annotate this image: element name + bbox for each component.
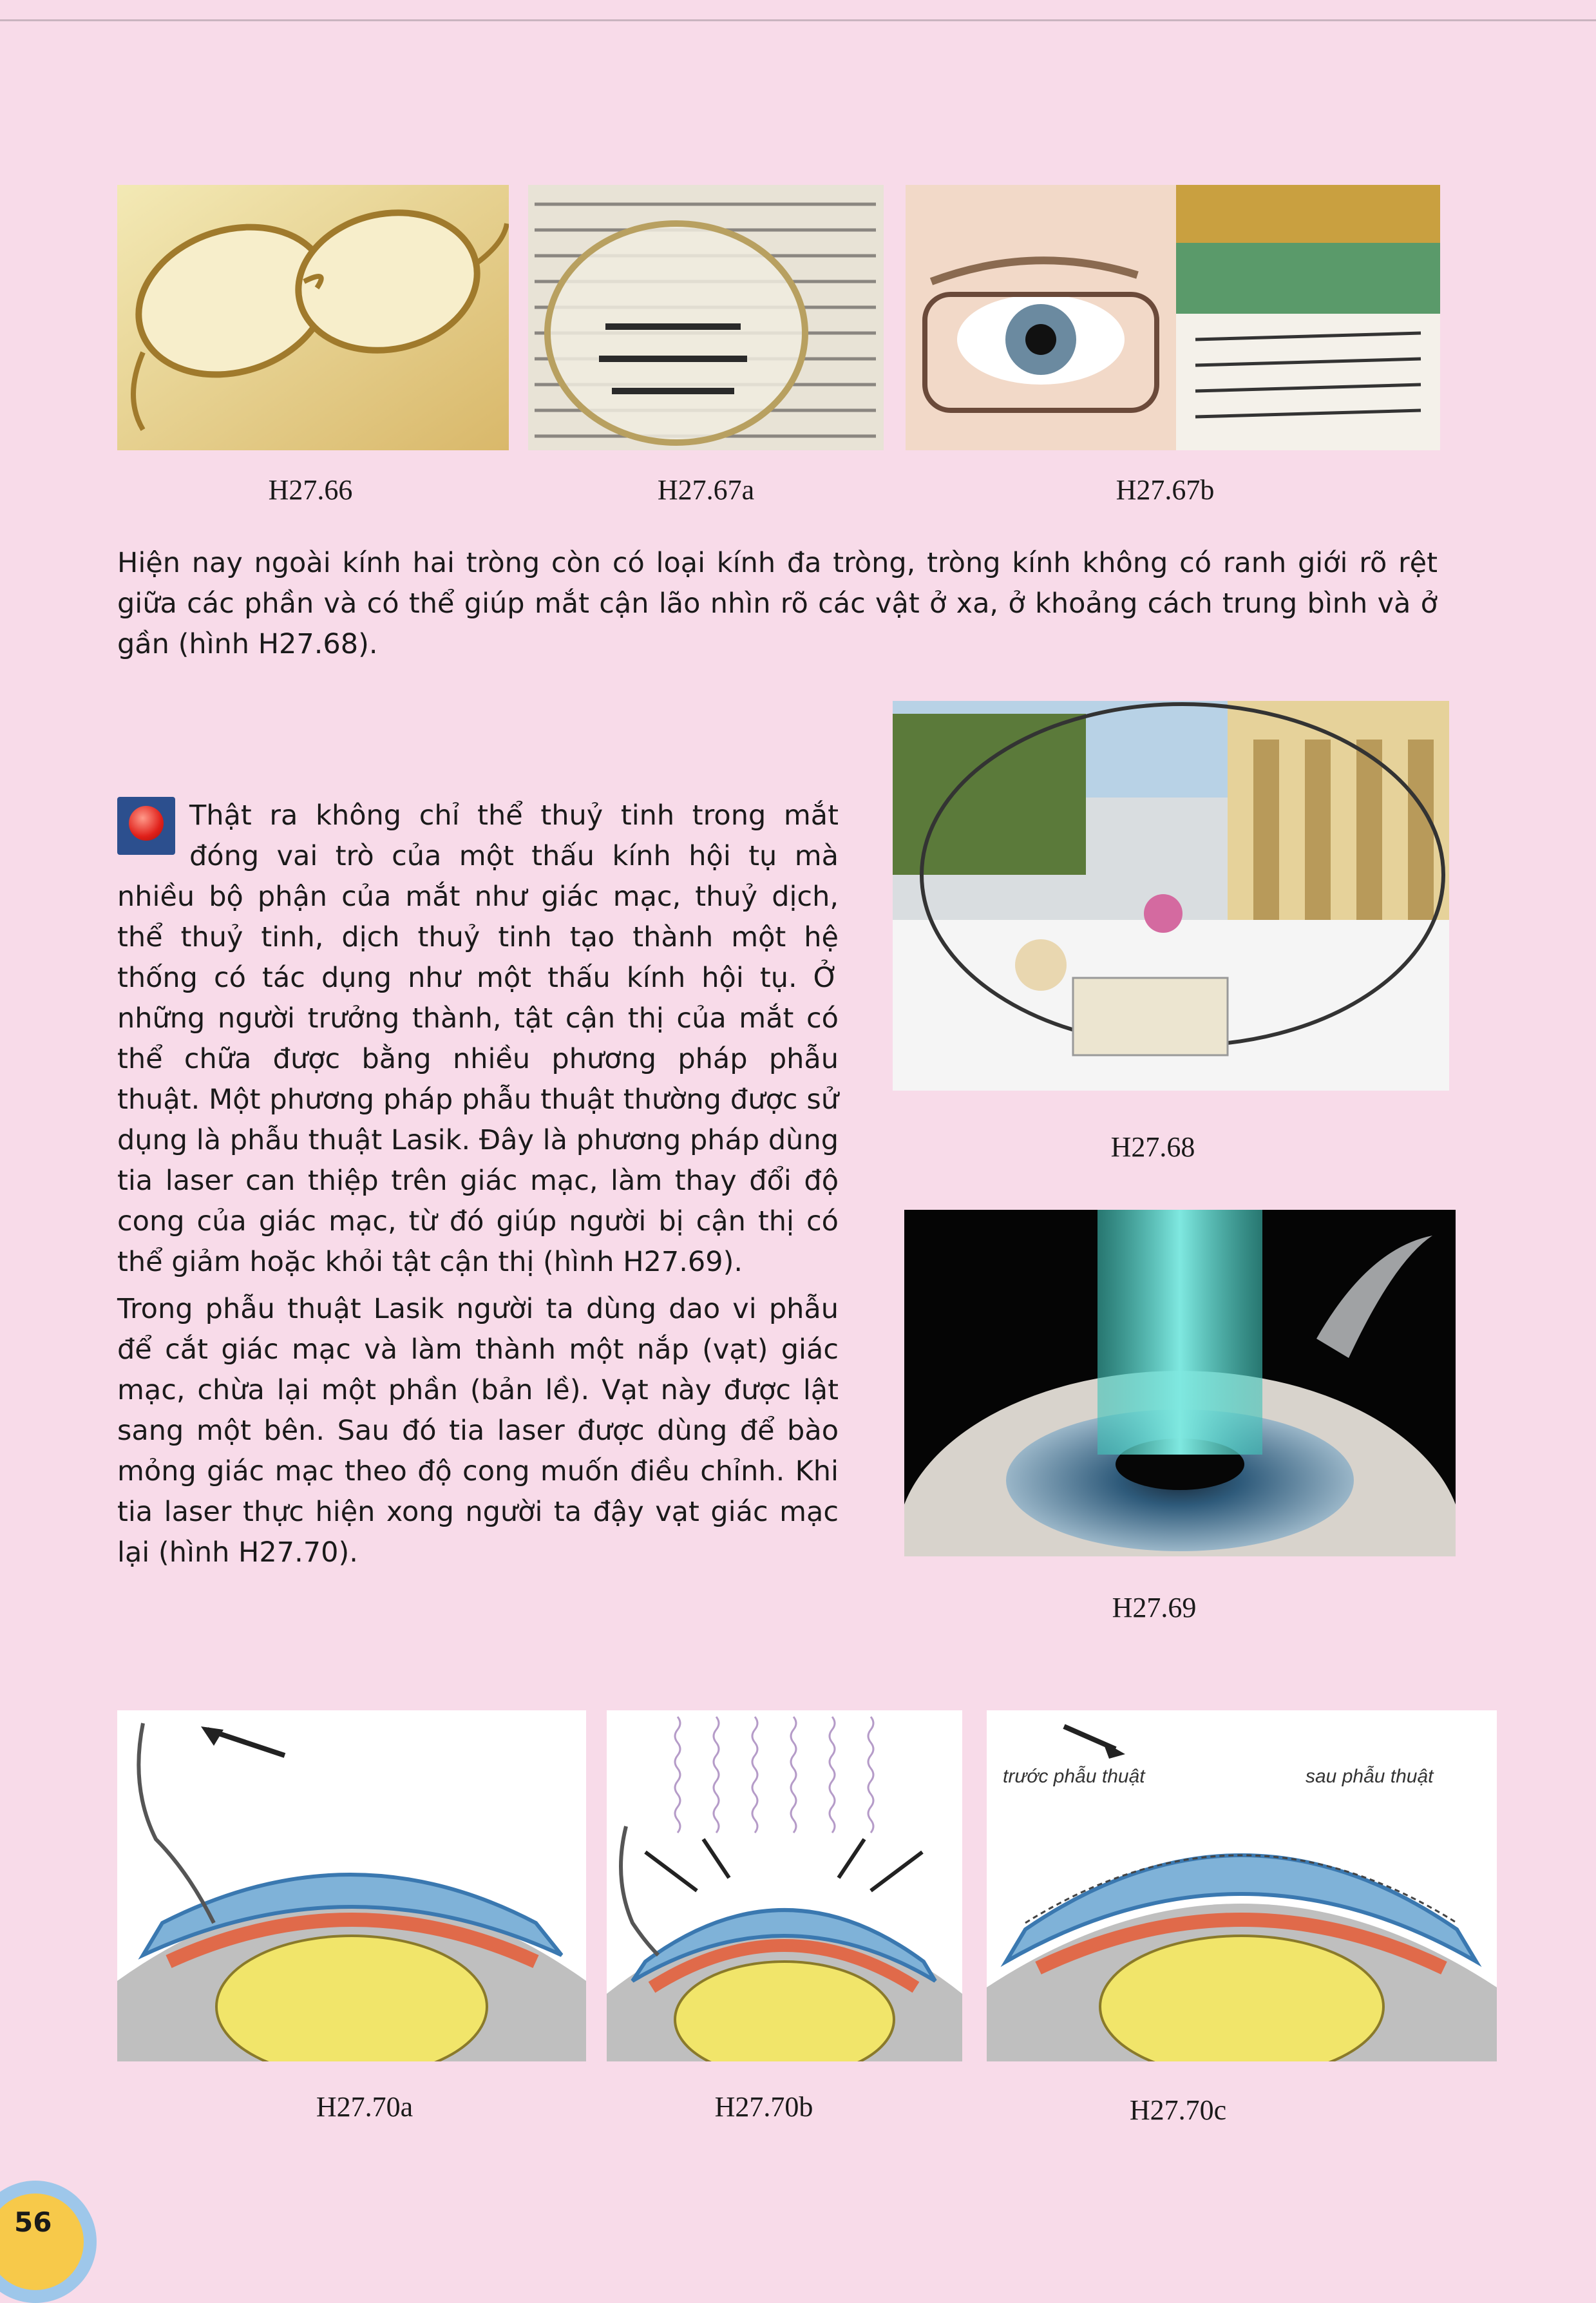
figure-caption-h27-67a: H27.67a xyxy=(657,474,755,506)
reading-glasses-newspaper-photo xyxy=(528,185,884,450)
figure-caption-h27-69: H27.69 xyxy=(1112,1592,1197,1623)
figure-caption-h27-68: H27.68 xyxy=(1110,1131,1195,1163)
figure-caption-h27-67b: H27.67b xyxy=(1116,474,1215,506)
lasik-laser-eye-image xyxy=(904,1210,1456,1556)
label-after-surgery: sau phẫu thuật xyxy=(1306,1766,1434,1787)
multifocal-lens-view-photo xyxy=(893,701,1449,1091)
sidebar-paragraph-1: Thật ra không chỉ thể thuỷ tinh trong mắt đóng vai trò của một thấu kính hội tụ mà nhiều bộ phận của mắt như giác mạc, thuỷ dịch, thể thuỷ tinh, dịch thuỷ tinh tạo thành một hệ thống có tác dụng như một thấu kính hội tụ. Ở những người trưởng thành, tật cận thị của mắt có thể chữa được bằng nhiều phương pháp phẫu thuật. Một phương pháp phẫu thuật thường được sử dụng là phẫu thuật Lasik. Đây là phương pháp dùng tia laser can thiệp trên giác mạc, làm thay đổi độ cong của giác mạc, từ đó giúp người bị cận thị có thể giảm hoặc khỏi tật cận thị (hình H27.69). xyxy=(117,799,839,1278)
figure-caption-h27-70b: H27.70b xyxy=(714,2091,813,2123)
figure-caption-h27-66: H27.66 xyxy=(268,474,353,506)
figure-caption-h27-70c: H27.70c xyxy=(1129,2094,1227,2126)
sidebar-paragraph-2: Trong phẫu thuật Lasik người ta dùng dao vi phẫu để cắt giác mạc và làm thành một nắp (vạt) giác mạc, chừa lại một phần (bản lề). Vạt này được lật sang một bên. Sau đó tia laser được dùng để bào mỏng giác mạc theo độ cong muốn điều chỉnh. Khi tia laser thực hiện xong người ta đậy vạt giác mạc lại (hình H27.70). xyxy=(117,1293,839,1569)
woman-eye-glasses-photo xyxy=(906,185,1440,450)
lasik-step-result-diagram xyxy=(987,1710,1497,2061)
lasik-step-flap-diagram xyxy=(117,1710,586,2061)
label-before-surgery: trước phẫu thuật xyxy=(1003,1766,1145,1787)
lasik-step-laser-diagram xyxy=(607,1710,962,2061)
top-rule xyxy=(0,19,1596,21)
info-bullet-icon xyxy=(117,797,175,855)
multifocal-paragraph: Hiện nay ngoài kính hai tròng còn có loại kính đa tròng, tròng kính không có ranh giới rõ rệt giữa các phần và có thể giúp mắt cận lão nhìn rõ các vật ở xa, ở khoảng cách trung bình và ở gần (hình H27.68). xyxy=(117,547,1438,660)
lasik-info-box xyxy=(117,796,839,1580)
bifocal-glasses-photo xyxy=(117,185,509,450)
figure-caption-h27-70a: H27.70a xyxy=(316,2091,413,2123)
page-number: 56 xyxy=(14,2206,52,2238)
